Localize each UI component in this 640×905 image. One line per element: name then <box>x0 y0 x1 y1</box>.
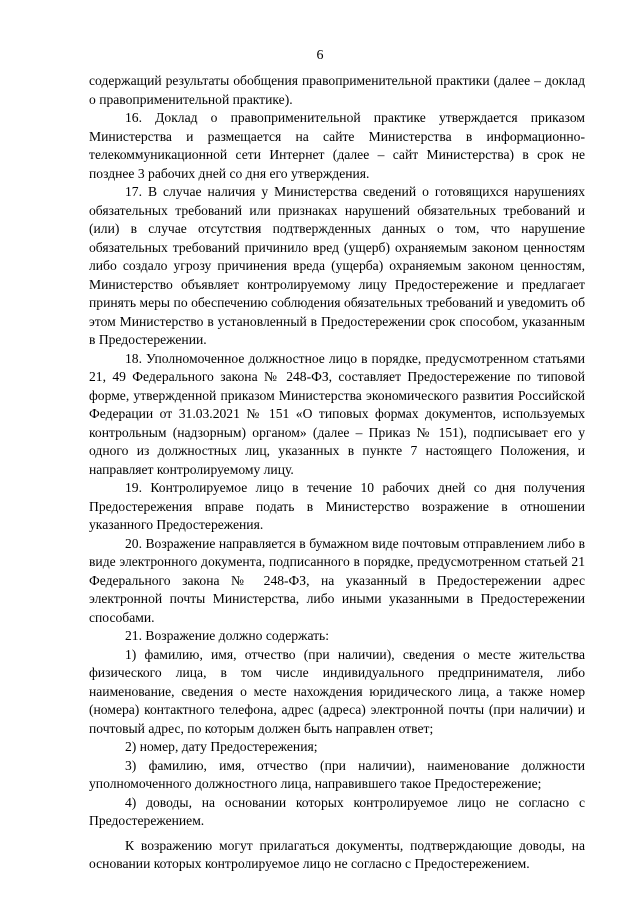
page-number: 6 <box>316 48 324 63</box>
document-body <box>89 72 585 874</box>
list-item-4: 4) доводы, на основании которых контролируемое лицо не согласно с Предостережением. <box>89 794 585 828</box>
list-item-1: 1) фамилию, имя, отчество (при наличии), сведения о месте жительства физического лица, в том числе индивидуального предпринимателя, либо наименование, сведения о месте нахождения юридического лица, а также номер (номера) контактного телефона, адрес (адреса) электронной почты (при наличии) и почтовый адрес, по которым должен быть направлен ответ; <box>89 646 585 736</box>
paragraph-21: 21. Возражение должно содержать: <box>125 628 330 643</box>
list-item-2: 2) номер, дату Предостережения; <box>125 739 318 754</box>
paragraph-continuation: содержащий результаты обобщения правоприменительной практики (далее – доклад о правоприменительной практике). <box>89 73 585 107</box>
paragraph-19: 19. Контролируемое лицо в течение 10 рабочих дней со дня получения Предостережения вправе подать в Министерство возражение в отношении указанного Предостережения. <box>89 480 585 532</box>
paragraph-16: 16. Доклад о правоприменительной практике утверждается приказом Министерства и размещается на сайте Министерства в информационно-телекоммуникационной сети Интернет (далее – сайт Министерства) в срок не позднее 3 рабочих дней со дня его утверждения. <box>89 110 585 181</box>
paragraph-20: 20. Возражение направляется в бумажном виде почтовым отправлением либо в виде электронного документа, подписанного в порядке, предусмотренном статьей 21 Федерального закона № 248-ФЗ, на указанный в Предостережении адрес электронной почты Министерства, либо иными указанными в Предостережении способами. <box>89 535 585 625</box>
paragraph-18: 18. Уполномоченное должностное лицо в порядке, предусмотренном статьями 21, 49 Федерального закона № 248-ФЗ, составляет Предостережение по типовой форме, утвержденной приказом Министерства экономического развития Российской Федерации от 31.03.2021 № 151 «О типовых формах документов, используемых контрольным (надзорным) органом» (далее – Приказ № 151), подписывает его у одного из должностных лиц, указанных в пункте 7 настоящего Положения, и направляет контролируемому лицу. <box>89 350 585 477</box>
list-item-3: 3) фамилию, имя, отчество (при наличии), наименование должности уполномоченного должностного лица, направившего такое Предостережение; <box>89 757 585 791</box>
paragraph-17: 17. В случае наличия у Министерства сведений о готовящихся нарушениях обязательных требований или признаках нарушений обязательных требований и (или) в случае отсутствия подтвержденных данных о том, что нарушение обязательных требований причинило вред (ущерб) охраняемым законом ценностям либо создало угрозу причинения вреда (ущерба) охраняемым законом ценностям, Министерство объявляет контролируемому лицу Предостережение и предлагает принять меры по обеспечению соблюдения обязательных требований и уведомить об этом Министерство в установленный в Предостережении срок способом, указанным в Предостережении. <box>89 184 585 347</box>
paragraph-attachments: К возражению могут прилагаться документы, подтверждающие доводы, на основании которых контролируемое лицо не согласно с Предостережением. <box>89 837 585 871</box>
